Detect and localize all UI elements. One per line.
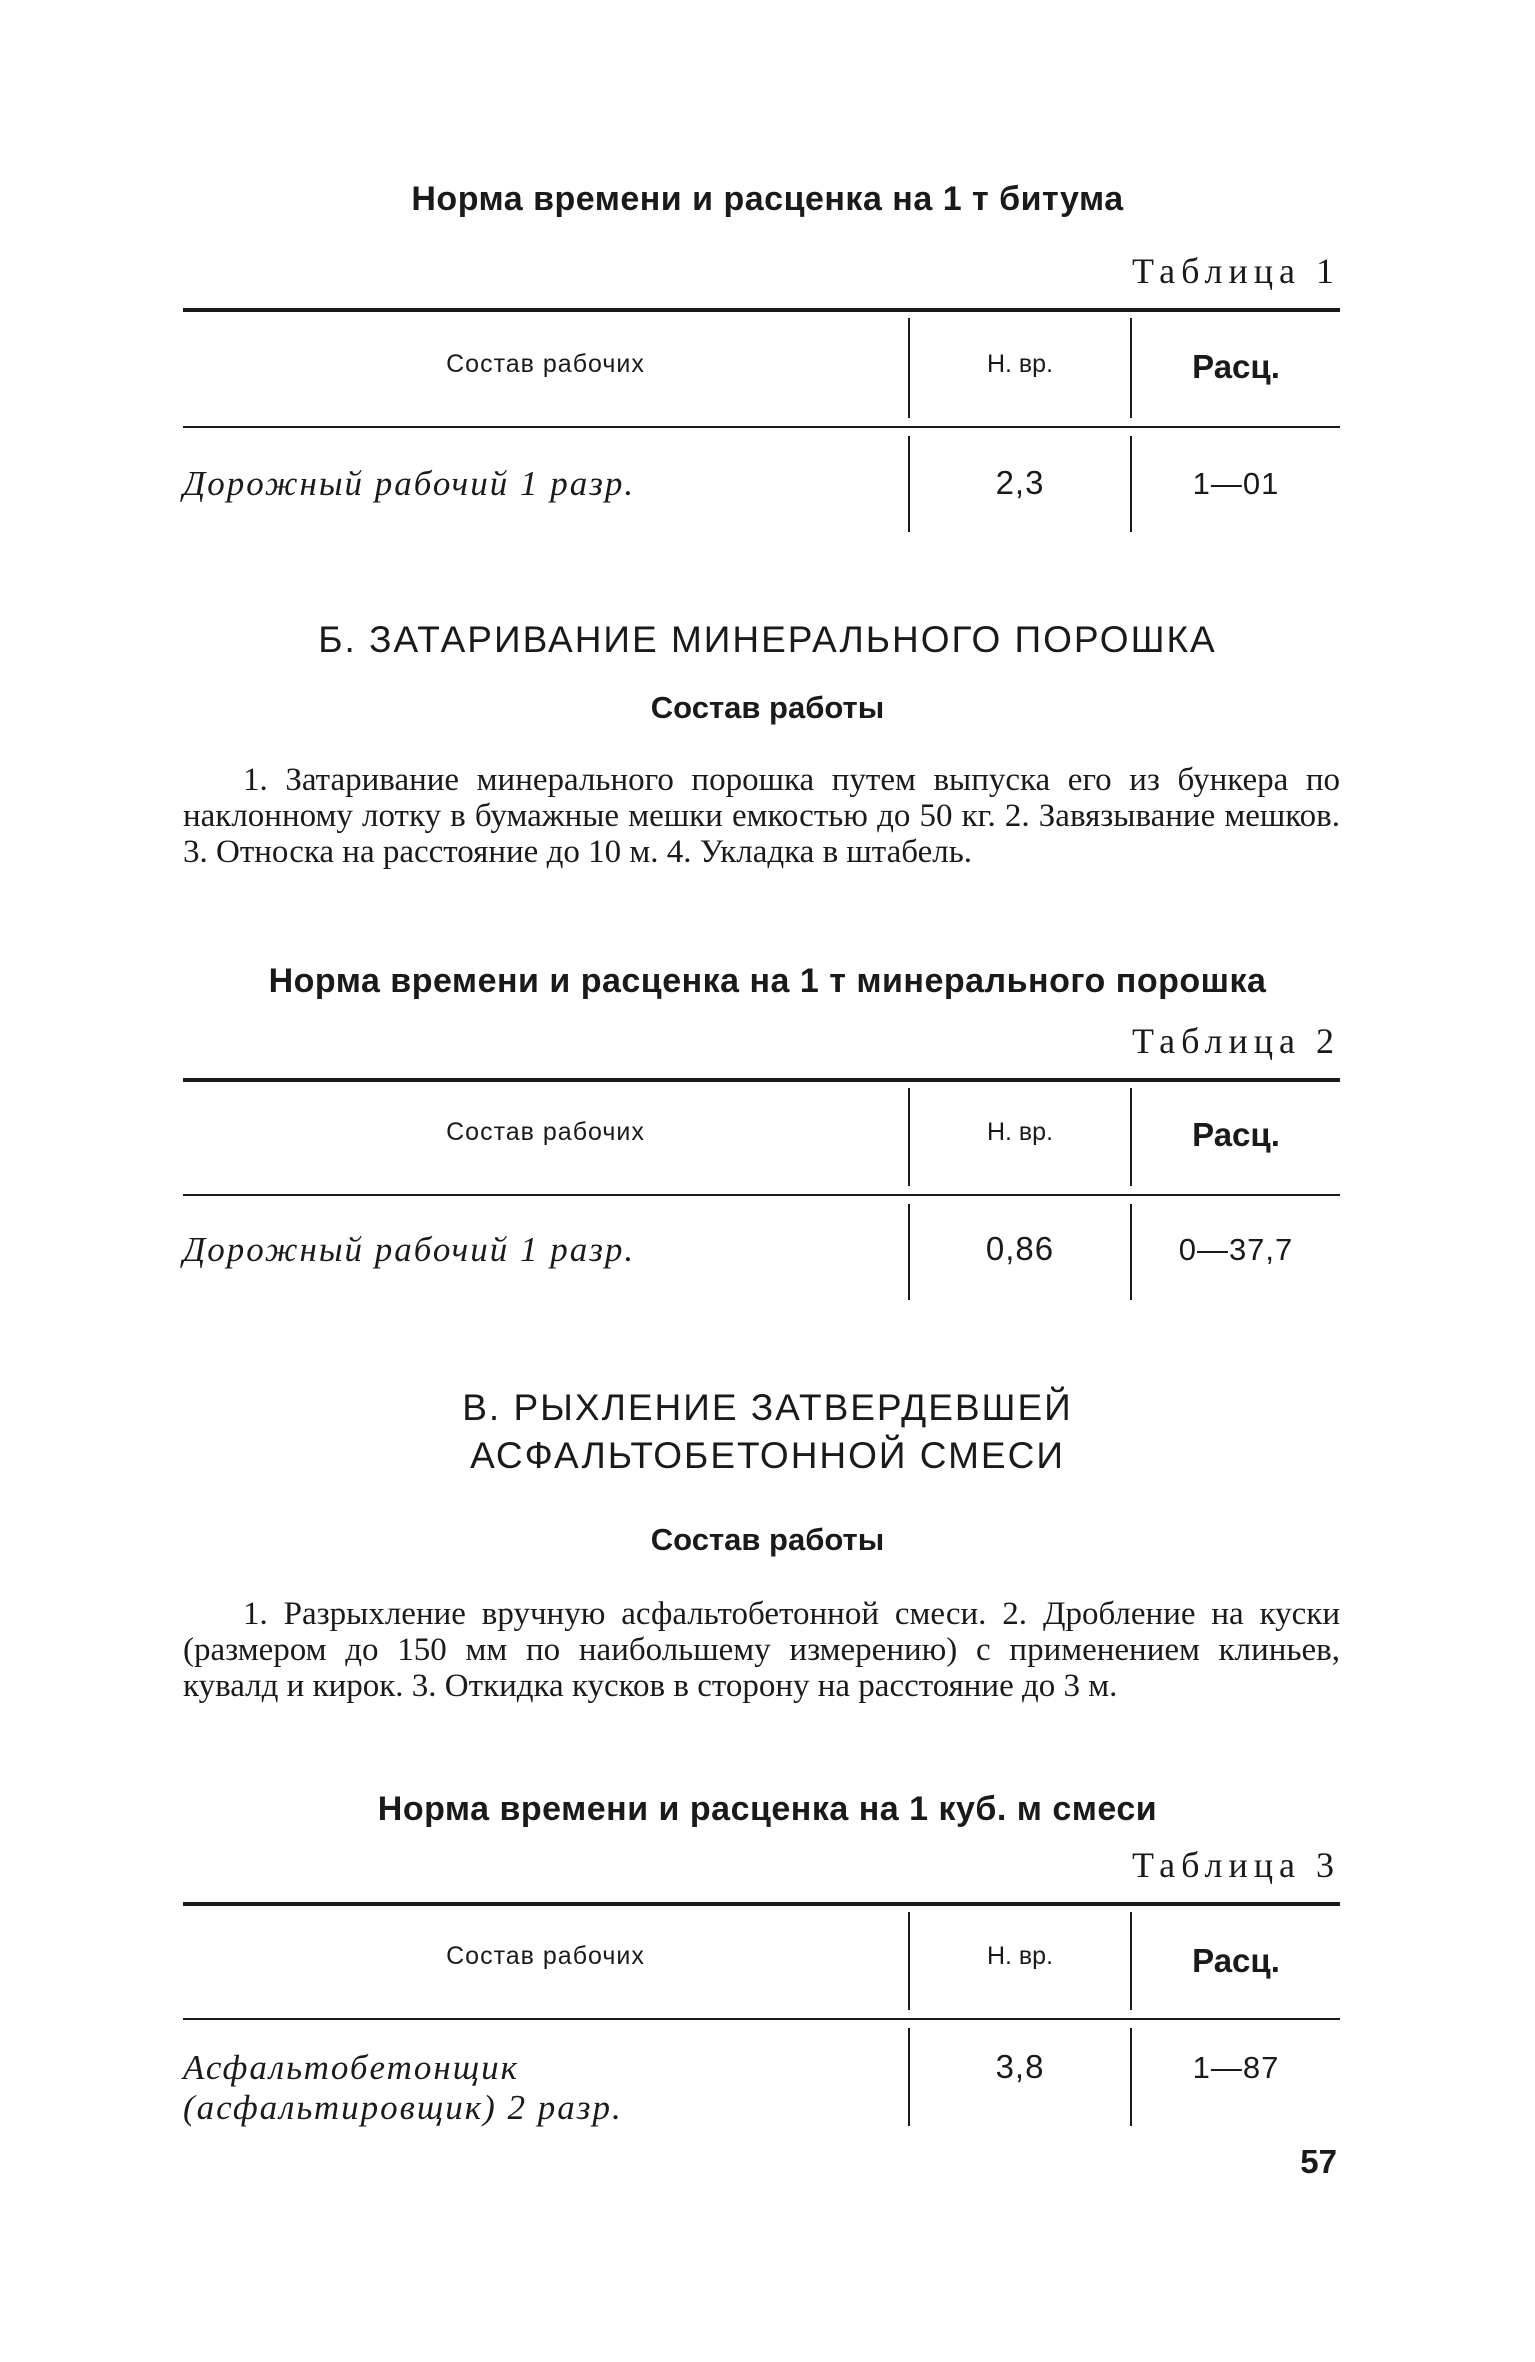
table3-label: Таблица 3 (1132, 1845, 1340, 1885)
table2-caption: Норма времени и расценка на 1 т минерального порошка (268, 962, 1267, 1000)
table2 (183, 1078, 1340, 1303)
section-v-subheading: Состав работы (650, 1522, 885, 1557)
table1-row-time-norm: 2,3 (995, 464, 1045, 501)
section-v-title-line2: АСФАЛЬТОБЕТОННОЙ СМЕСИ (470, 1435, 1065, 1476)
table1-top-rule (183, 308, 1340, 312)
table3-row-composition (183, 2048, 908, 2128)
section-v-title (0, 1384, 1535, 1480)
table1-caption: Норма времени и расценка на 1 т битума (411, 180, 1124, 218)
table2-top-rule (183, 1078, 1340, 1082)
table3-row-composition-line2: (асфальтировщик) 2 разр. (183, 2088, 623, 2127)
page-number: 57 (1300, 2143, 1337, 2180)
table2-row-time-norm: 0,86 (985, 1230, 1055, 1267)
table3-header-composition: Состав рабочих (446, 1942, 645, 1970)
table3-row-composition-line1: Асфальтобетонщик (183, 2048, 520, 2087)
table3-row-time-norm: 3,8 (995, 2048, 1045, 2085)
table2-header-rate: Расц. (1192, 1116, 1280, 1153)
section-b-title: Б. ЗАТАРИВАНИЕ МИНЕРАЛЬНОГО ПОРОШКА (318, 619, 1217, 660)
table3-header-rule (183, 2018, 1340, 2020)
section-v-title-line1: В. РЫХЛЕНИЕ ЗАТВЕРДЕВШЕЙ (462, 1387, 1073, 1428)
section-b-text: 1. Затаривание минерального порошка путем выпуска его из бункера по наклонному лотку в бумажные мешки емкостью до 50 кг. 2. Завязывание мешков. 3. Относка на расстояние до 10 м. 4. Укладка в штабель. (183, 762, 1340, 870)
table1-header-composition: Состав рабочих (446, 350, 645, 378)
table1-label: Таблица 1 (1132, 251, 1340, 291)
table3-row-rate: 1—87 (1192, 2050, 1280, 2085)
table3-caption: Норма времени и расценка на 1 куб. м смеси (377, 1790, 1158, 1828)
table1-row-rate: 1—01 (1192, 466, 1280, 501)
table2-row-composition: Дорожный рабочий 1 разр. (183, 1230, 636, 1269)
table3-header-time-norm: Н. вр. (986, 1942, 1054, 1970)
table3-header-rate: Расц. (1192, 1942, 1280, 1979)
table2-row-rate: 0—37,7 (1178, 1232, 1294, 1267)
table1 (183, 308, 1340, 533)
table2-header-rule (183, 1194, 1340, 1196)
table3 (183, 1902, 1340, 2132)
table2-header-time-norm: Н. вр. (986, 1118, 1054, 1146)
table1-header-rate: Расц. (1192, 348, 1280, 385)
table2-label: Таблица 2 (1132, 1021, 1340, 1061)
table2-header-composition: Состав рабочих (446, 1118, 645, 1146)
table1-header-rule (183, 426, 1340, 428)
section-v-paragraph (183, 1596, 1340, 1704)
section-b-paragraph (183, 762, 1340, 870)
table1-row-composition: Дорожный рабочий 1 разр. (183, 464, 636, 503)
section-b-subheading: Состав работы (650, 690, 885, 725)
table3-top-rule (183, 1902, 1340, 1906)
section-v-text: 1. Разрыхление вручную асфальтобетонной смеси. 2. Дробление на куски (размером до 150 мм по наибольшему измерению) с применением клиньев, кувалд и кирок. 3. Откидка кусков в сторону на расстояние до 3 м. (183, 1596, 1340, 1704)
table1-header-time-norm: Н. вр. (986, 350, 1054, 378)
